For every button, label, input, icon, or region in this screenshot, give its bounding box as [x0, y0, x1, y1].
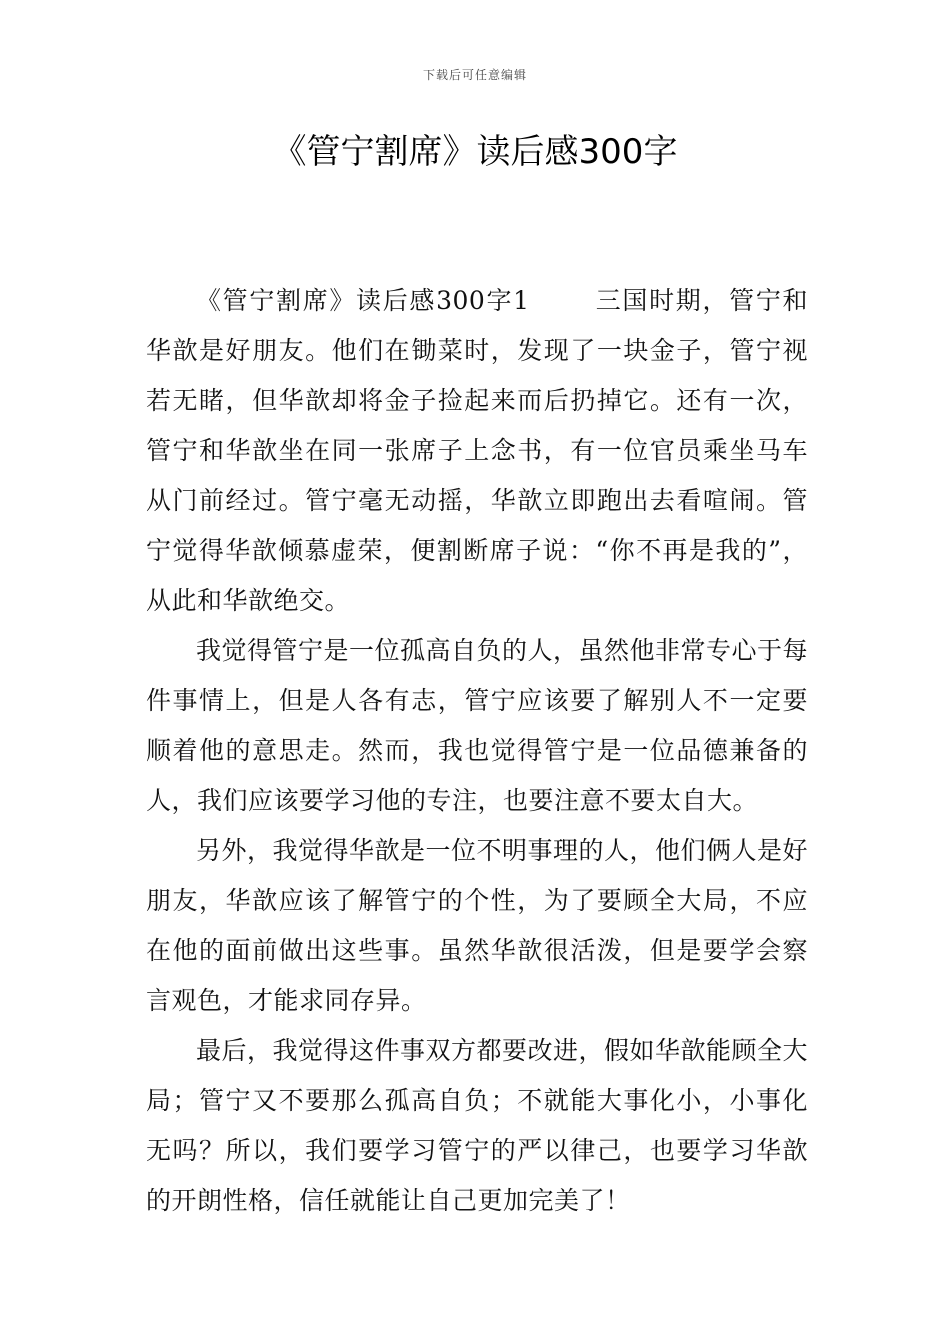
document-title: 《管宁割席》读后感300字: [272, 132, 678, 172]
paragraph-3: 另外，我觉得华歆是一位不明事理的人，他们俩人是好朋友，华歆应该了解管宁的个性，为了要顾全大局，不应在他的面前做出这些事。虽然华歆很活泼，但是要学会察言观色，才能求同存异。: [146, 836, 809, 1015]
document-body: [146, 276, 808, 1226]
paragraph-2: 我觉得管宁是一位孤高自负的人，虽然他非常专心于每件事情上，但是人各有志，管宁应该要了解别人不一定要顺着他的意思走。然而，我也觉得管宁是一位品德兼备的人，我们应该要学习他的专注，也要注意不要太自大。: [146, 636, 809, 815]
paragraph-1: [146, 276, 808, 626]
header-note: 下载后可任意编辑: [422, 68, 527, 82]
paragraph-4: 最后，我觉得这件事双方都要改进，假如华歆能顾全大局；管宁又不要那么孤高自负；不就能大事化小，小事化无吗？所以，我们要学习管宁的严以律己，也要学习华歆的开朗性格，信任就能让自己更加完美了！: [146, 1036, 809, 1215]
intro-heading: 《管宁割席》读后感300字1: [196, 286, 530, 315]
paragraph-1-text: 三国时期，管宁和华歆是好朋友。他们在锄菜时，发现了一块金子，管宁视若无睹，但华歆却将金子捡起来而后扔掉它。还有一次，管宁和华歆坐在同一张席子上念书，有一位官员乘坐马车从门前经过。管宁毫无动摇，华歆立即跑出去看喧闹。管宁觉得华歆倾慕虚荣，便割断席子说：“你不再是我的”，从此和华歆绝交。: [146, 286, 808, 615]
